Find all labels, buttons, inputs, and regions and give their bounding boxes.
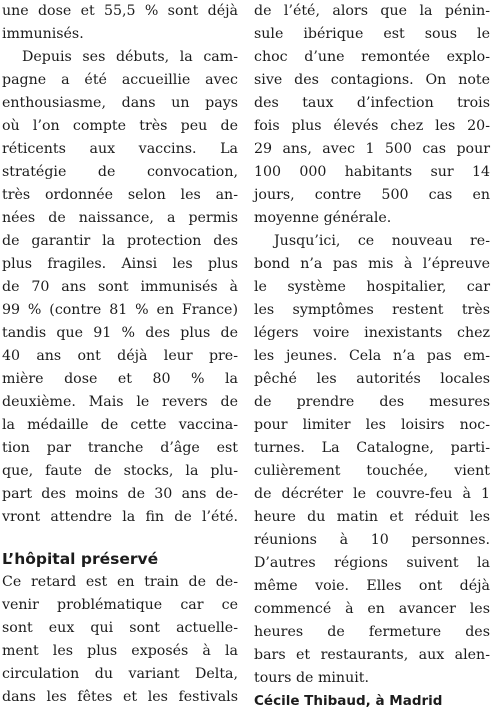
text-line: choc d’une remontée explo- xyxy=(254,49,490,65)
author-signature: Cécile Thibaud, à Madrid xyxy=(254,693,443,709)
text-line: de l’été, alors que la pénin- xyxy=(254,3,490,19)
text-line: circulation du variant Delta, xyxy=(2,666,238,682)
text-line: heures de fermeture des xyxy=(254,624,490,640)
text-line: heure du matin et réduit les xyxy=(254,509,490,525)
text-line: Jusqu’ici, ce nouveau re- xyxy=(274,233,490,249)
text-line: mière dose et 80 % la xyxy=(2,371,238,387)
text-line: ment les plus exposés à la xyxy=(2,643,238,659)
text-line: 99 % (contre 81 % en France) xyxy=(2,302,238,318)
text-line: 29 ans, avec 1 500 cas pour xyxy=(254,141,490,157)
text-line: pour limiter les loisirs noc- xyxy=(254,417,490,433)
text-line: les symptômes restent très xyxy=(254,302,490,318)
text-line: pêché les autorités locales xyxy=(254,371,490,387)
text-line: enthousiasme, dans un pays xyxy=(2,95,238,111)
left-column-top-text xyxy=(2,0,238,529)
text-line: 100 000 habitants sur 14 xyxy=(254,164,490,180)
text-line: plus fragiles. Ainsi les plus xyxy=(2,256,238,272)
text-line: de garantir la protection des xyxy=(2,233,238,249)
text-line: légers voire inexistants chez xyxy=(254,325,490,341)
text-line: fois plus élevés chez les 20- xyxy=(254,118,490,134)
text-line: sive des contagions. On note xyxy=(254,72,490,88)
text-line: nées de naissance, a permis xyxy=(2,210,238,226)
text-line: sule ibérique est sous le xyxy=(254,26,490,42)
text-line: les jeunes. Cela n’a pas em- xyxy=(254,348,490,364)
text-line: vront attendre la fin de l’été. xyxy=(2,509,238,525)
text-line: tandis que 91 % des plus de xyxy=(2,325,238,341)
text-line: des taux d’infection trois xyxy=(254,95,490,111)
text-line: dans les fêtes et les festivals xyxy=(2,689,238,705)
text-line: deuxième. Mais le revers de xyxy=(2,394,238,410)
text-line: immunisés. xyxy=(2,26,84,42)
text-line: D’autres régions suivent la xyxy=(254,555,490,571)
text-line: tours de minuit. xyxy=(254,670,369,686)
text-line: où l’on compte très peu de xyxy=(2,118,238,134)
text-line: une dose et 55,5 % sont déjà xyxy=(2,3,238,19)
section-subheading: L’hôpital préservé xyxy=(2,550,159,568)
text-line: de prendre des mesures xyxy=(254,394,490,410)
text-line: bars et restaurants, aux alen- xyxy=(254,647,490,663)
text-line: de décréter le couvre-feu à 1 xyxy=(254,486,490,502)
text-line: réticents aux vaccins. La xyxy=(2,141,238,157)
text-line: sont eux qui sont actuelle- xyxy=(2,620,238,636)
article-column-right xyxy=(254,0,490,713)
text-line: Depuis ses débuts, la cam- xyxy=(22,49,238,65)
text-line: pagne a été accueillie avec xyxy=(2,72,238,88)
text-line: venir problématique car ce xyxy=(2,597,238,613)
article-column-left xyxy=(2,0,238,709)
text-line: Ce retard est en train de de- xyxy=(2,574,238,590)
text-line: de 70 ans sont immunisés à xyxy=(2,279,238,295)
text-line: turnes. La Catalogne, parti- xyxy=(254,440,490,456)
right-column-text xyxy=(254,0,490,690)
text-line: réunions à 10 personnes. xyxy=(254,532,490,548)
text-line: tion par tranche d’âge est xyxy=(2,440,238,456)
text-line: 40 ans ont déjà leur pre- xyxy=(2,348,238,364)
text-line: stratégie de convocation, xyxy=(2,164,238,180)
text-line: le système hospitalier, car xyxy=(254,279,490,295)
text-line: commencé à en avancer les xyxy=(254,601,490,617)
text-line: même voie. Elles ont déjà xyxy=(254,578,490,594)
text-line: culièrement touchée, vient xyxy=(254,463,490,479)
text-line: la médaille de cette vaccina- xyxy=(2,417,238,433)
text-line: moyenne générale. xyxy=(254,210,392,226)
text-line: très ordonnée selon les an- xyxy=(2,187,238,203)
left-column-bottom-text xyxy=(2,571,238,709)
section-spacer xyxy=(2,529,238,547)
text-line: que, faute de stocks, la plu- xyxy=(2,463,238,479)
text-line: bond n’a pas mis à l’épreuve xyxy=(254,256,490,272)
text-line: part des moins de 30 ans de- xyxy=(2,486,238,502)
text-line: jours, contre 500 cas en xyxy=(254,187,490,203)
